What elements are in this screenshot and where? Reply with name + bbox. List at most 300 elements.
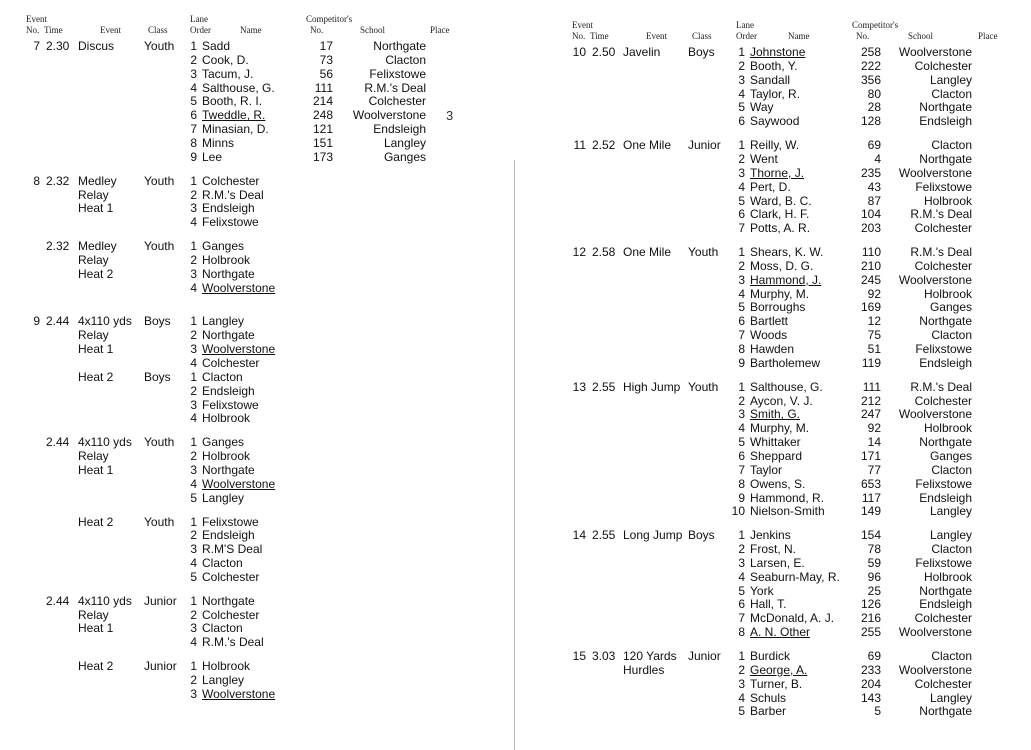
school-name: Clacton [931,138,972,153]
schedule-row [516,259,1031,273]
header-order: Order [190,25,211,35]
event-name: 4x110 yds [78,593,132,608]
schedule-row [516,273,1031,287]
competitor-name: Colchester [202,356,260,370]
header-event-top: Event [26,14,47,24]
competitor-name: Tweddle, R. [202,108,266,123]
competitor-number: 87 [867,193,881,208]
schedule-row [516,287,1031,301]
school-name: Northgate [373,39,426,53]
page-divider [514,160,515,750]
lane-order: 1 [738,245,745,260]
schedule-row [0,267,515,281]
competitor-name: Tacum, J. [202,66,254,81]
competitor-name: Langley [202,314,245,329]
lane-order: 5 [190,569,197,584]
competitor-name: Felixstowe [202,397,259,412]
schedule-row [516,328,1031,342]
competitor-name: Frost, N. [750,542,797,557]
event-number: 10 [572,45,586,59]
schedule-row [516,477,1031,491]
school-name: Langley [383,135,426,150]
competitor-name: Schuls [750,690,787,705]
header-no: No. [26,25,40,35]
lane-order: 2 [190,673,197,687]
schedule-row [0,515,515,529]
competitor-name: Burdick [750,649,791,663]
lane-order: 7 [190,122,197,137]
schedule-row [516,542,1031,556]
event-number: 12 [572,245,586,260]
lane-order: 4 [190,356,197,370]
lane-order: 2 [190,383,197,398]
event-name: Medley [78,173,117,188]
competitor-name: Endsleigh [202,201,255,216]
lane-order: 7 [738,462,745,477]
lane-order: 3 [738,72,745,87]
competitor-name: Johnstone [750,45,806,59]
event-class: Junior [144,593,177,608]
event-time: 2.32 [46,239,70,254]
event-name: Heat 2 [78,369,114,384]
lane-order: 9 [190,149,197,164]
lane-order: 6 [738,314,745,329]
school-name: Woolverstone [352,108,426,123]
event-name: Heat 1 [78,342,114,357]
schedule-row [0,314,515,328]
competitor-name: Woolverstone [202,280,276,295]
header-name: Name [788,31,810,41]
lane-order: 6 [738,597,745,612]
school-name: R.M.'s Deal [910,245,972,260]
lane-order: 4 [738,86,745,101]
lane-order: 5 [738,704,745,719]
schedule-row [0,411,515,425]
lane-order: 7 [738,221,745,236]
event-class: Youth [688,379,719,394]
event-name: Relay [78,187,109,202]
event-name: One Mile [623,138,672,153]
header-order: Order [736,31,757,41]
header-lane-top: Lane [736,20,754,30]
lane-order: 4 [738,179,745,194]
school-name: Holbrook [923,286,972,301]
competitor-name: Woods [750,328,788,343]
lane-order: 1 [190,659,197,674]
lane-order: 5 [190,490,197,505]
competitor-name: Reilly, W. [750,138,800,153]
competitor-number: 143 [860,690,881,705]
header-event-top: Event [572,20,593,30]
handwritten-mark: 3 [446,108,454,123]
lane-order: 4 [738,569,745,584]
schedule-row [0,659,515,673]
competitor-name: McDonald, A. J. [750,611,835,626]
schedule-row [0,39,515,53]
event-class: Boys [688,45,715,59]
competitor-name: Went [750,151,778,166]
school-name: Langley [929,528,972,543]
competitor-name: York [750,583,774,598]
competitor-name: A. N. Other [750,625,811,640]
school-name: Colchester [914,676,972,691]
schedule-row [516,194,1031,208]
lane-order: 4 [738,286,745,301]
school-name: Northgate [919,704,972,719]
header-competitor-no: No. [856,31,870,41]
lane-order: 9 [738,490,745,505]
competitor-name: Turner, B. [750,676,803,691]
schedule-row [516,166,1031,180]
header-time: Time [590,31,609,41]
schedule-row [0,342,515,356]
schedule-row [0,53,515,67]
event-name: One Mile [623,245,672,260]
school-name: Woolverstone [898,165,972,180]
school-name: Holbrook [923,193,972,208]
event-name: Heat 2 [78,266,114,281]
schedule-row [0,570,515,584]
schedule-row [0,328,515,342]
event-time: 2.32 [46,173,70,188]
competitor-name: Northgate [202,593,255,608]
schedule-row [0,136,515,150]
lane-order: 4 [190,476,197,491]
competitor-name: Smith, G. [750,407,801,422]
competitor-number: 119 [861,355,881,370]
header-time: Time [44,25,63,35]
competitor-name: Ganges [202,239,245,254]
lane-order: 2 [738,662,745,677]
competitor-name: Hammond, R. [750,490,825,505]
competitor-number: 77 [867,462,881,477]
school-name: Clacton [385,52,426,67]
event-number: 14 [572,528,586,543]
lane-order: 1 [738,138,745,153]
event-time: 2.52 [592,138,616,153]
competitor-number: 12 [867,314,881,329]
school-name: Ganges [929,448,972,463]
schedule-row [516,463,1031,477]
event-time: 2.44 [46,435,70,450]
school-name: Clacton [931,649,972,663]
school-name: R.M.'s Deal [910,379,972,394]
lane-order: 8 [738,625,745,640]
competitor-name: R.M.'s Deal [202,187,264,202]
school-name: Clacton [931,542,972,557]
event-class: Youth [144,514,175,529]
schedule-row [0,122,515,136]
competitor-name: Sandall [750,72,791,87]
schedule-row [516,380,1031,394]
school-name: Ganges [383,149,426,164]
competitor-name: Ward, B. C. [750,193,812,208]
lane-order: 5 [738,583,745,598]
competitor-name: Holbrook [202,252,251,267]
lane-order: 4 [190,280,197,295]
competitor-number: 4 [874,151,881,166]
competitor-number: 356 [860,72,881,87]
header-place: Place [978,31,998,41]
competitor-name: Colchester [202,569,260,584]
competitor-name: Woolverstone [202,686,276,701]
schedule-row [516,570,1031,584]
event-name: High Jump [623,379,681,394]
lane-order: 5 [738,300,745,315]
competitor-name: Owens, S. [750,476,806,491]
header-class: Class [148,25,168,35]
event-name: Heat 2 [78,659,114,674]
schedule-row [0,253,515,267]
competitor-number: 171 [860,448,881,463]
lane-order: 3 [738,555,745,570]
competitor-name: Endsleigh [202,528,255,543]
competitor-number: 56 [319,66,333,81]
schedule-row [0,687,515,701]
schedule-row [516,528,1031,542]
schedule-row [0,398,515,412]
lane-order: 1 [190,369,197,384]
schedule-row [516,59,1031,73]
competitor-number: 25 [867,583,881,598]
event-name: Relay [78,607,109,622]
schedule-row [0,435,515,449]
schedule-row [516,300,1031,314]
competitor-name: Clacton [202,621,243,636]
competitor-name: Way [750,100,774,115]
school-name: Colchester [914,258,972,273]
lane-order: 7 [738,611,745,626]
lane-order: 4 [190,411,197,426]
lane-order: 2 [190,449,197,464]
competitor-number: 154 [860,528,881,543]
school-name: Clacton [931,462,972,477]
schedule-row [516,556,1031,570]
competitor-name: Clark, H. F. [750,207,810,222]
competitor-name: Minasian, D. [202,122,269,137]
competitor-name: Barber [750,704,787,719]
schedule-row [516,356,1031,370]
competitor-number: 104 [860,207,881,222]
schedule-row [516,394,1031,408]
lane-order: 1 [738,649,745,663]
schedule-row [516,611,1031,625]
event-name: Relay [78,252,109,267]
lane-order: 3 [738,676,745,691]
lane-order: 6 [190,108,197,123]
competitor-name: Whittaker [750,435,801,450]
schedule-row [0,174,515,188]
competitor-number: 51 [867,342,881,356]
competitor-name: Salthouse, G. [202,80,275,95]
competitor-number: 73 [319,52,333,67]
school-name: Woolverstone [898,407,972,422]
lane-order: 3 [190,266,197,281]
lane-order: 1 [738,528,745,543]
schedule-row [0,108,515,122]
event-name: Relay [78,328,109,343]
lane-order: 2 [738,258,745,273]
schedule-row [516,435,1031,449]
competitor-name: Pert, D. [750,179,791,194]
schedule-row [0,81,515,95]
schedule-row [516,704,1031,718]
lane-order: 1 [738,379,745,394]
event-class: Youth [144,39,175,53]
event-class: Youth [688,245,719,260]
header-class: Class [692,31,712,41]
schedule-row [0,150,515,164]
event-name: 4x110 yds [78,435,132,450]
school-name: Colchester [914,58,972,73]
school-name: Colchester [368,94,426,109]
lane-order: 2 [190,328,197,343]
event-name: Javelin [623,45,661,59]
header-event: Event [100,25,121,35]
competitor-name: Northgate [202,462,255,477]
left-page [0,0,515,750]
lane-order: 8 [738,342,745,356]
lane-order: 2 [190,52,197,67]
schedule-row [0,621,515,635]
competitor-number: 75 [867,328,881,343]
school-name: Northgate [919,583,972,598]
competitor-number: 210 [860,258,881,273]
schedule-row [0,542,515,556]
event-name: Heat 2 [78,514,114,529]
lane-order: 2 [738,58,745,73]
lane-order: 3 [190,542,197,557]
lane-order: 10 [731,504,745,519]
school-name: Felixstowe [915,476,972,491]
competitor-number: 128 [860,114,881,129]
competitor-number: 59 [867,555,881,570]
competitor-number: 151 [312,135,333,150]
event-number: 15 [572,649,586,663]
schedule-row [0,477,515,491]
schedule-row [0,356,515,370]
school-name: R.M.'s Deal [910,207,972,222]
school-name: R.M.'s Deal [364,80,426,95]
competitor-number: 233 [860,662,881,677]
event-number: 9 [33,314,40,329]
competitor-name: Hammond, J. [750,272,822,287]
schedule-row [0,556,515,570]
school-name: Northgate [919,435,972,450]
competitor-name: Colchester [202,607,260,622]
event-class: Boys [688,528,715,543]
schedule-row [0,594,515,608]
schedule-row [516,421,1031,435]
event-class: Boys [144,314,171,329]
lane-order: 4 [190,556,197,571]
competitor-name: Nielson-Smith [750,504,825,519]
competitor-name: Saywood [750,114,800,129]
lane-order: 3 [190,397,197,412]
schedule-row [0,188,515,202]
header-no: No. [572,31,586,41]
schedule-row [0,491,515,505]
lane-order: 5 [190,94,197,109]
schedule-row [0,608,515,622]
school-name: Endsleigh [919,490,972,505]
event-number: 7 [33,39,40,53]
school-name: Langley [929,504,972,519]
school-name: Langley [929,72,972,87]
lane-order: 6 [738,207,745,222]
competitor-number: 78 [867,542,881,557]
event-class: Youth [144,173,175,188]
event-name: Heat 1 [78,201,114,216]
header-name: Name [240,25,262,35]
competitor-name: Hawden [750,342,795,356]
lane-order: 2 [190,607,197,622]
competitor-name: Borroughs [750,300,806,315]
competitor-name: Booth, Y. [750,58,798,73]
schedule-row [516,597,1031,611]
lane-order: 3 [190,342,197,357]
lane-order: 1 [190,173,197,188]
lane-order: 3 [738,272,745,287]
event-time: 2.50 [592,45,616,59]
header-competitor-no: No. [310,25,324,35]
lane-order: 5 [738,100,745,115]
lane-order: 8 [738,476,745,491]
competitor-number: 247 [860,407,881,422]
schedule-row [516,114,1031,128]
schedule-row [0,528,515,542]
competitor-name: Booth, R. I. [202,94,263,109]
school-name: Colchester [914,611,972,626]
event-number: 13 [572,379,586,394]
event-name: Heat 1 [78,621,114,636]
event-time: 2.30 [46,39,70,53]
lane-order: 4 [738,690,745,705]
competitor-name: Jenkins [750,528,791,543]
lane-order: 9 [738,355,745,370]
competitor-number: 214 [312,94,333,109]
competitor-number: 92 [867,286,881,301]
competitor-number: 28 [867,100,881,115]
schedule-row [0,94,515,108]
event-class: Youth [144,435,175,450]
event-name: Relay [78,449,109,464]
schedule-row [516,663,1031,677]
event-time: 2.58 [592,245,616,260]
competitor-number: 248 [312,108,333,123]
lane-order: 3 [190,66,197,81]
event-class: Junior [688,138,721,153]
competitor-name: Bartlett [750,314,789,329]
competitor-name: Murphy, M. [750,421,810,436]
competitor-number: 235 [860,165,881,180]
competitor-number: 126 [860,597,881,612]
header-lane-top: Lane [190,14,208,24]
schedule-row [0,384,515,398]
lane-order: 3 [190,462,197,477]
competitor-name: George, A. [750,662,808,677]
lane-order: 3 [190,621,197,636]
school-name: Colchester [914,221,972,236]
lane-order: 2 [190,252,197,267]
lane-order: 3 [738,407,745,422]
schedule-row [0,281,515,295]
event-number: 8 [33,173,40,188]
schedule-row [516,407,1031,421]
competitor-number: 204 [860,676,881,691]
school-name: Clacton [931,86,972,101]
schedule-row [516,180,1031,194]
